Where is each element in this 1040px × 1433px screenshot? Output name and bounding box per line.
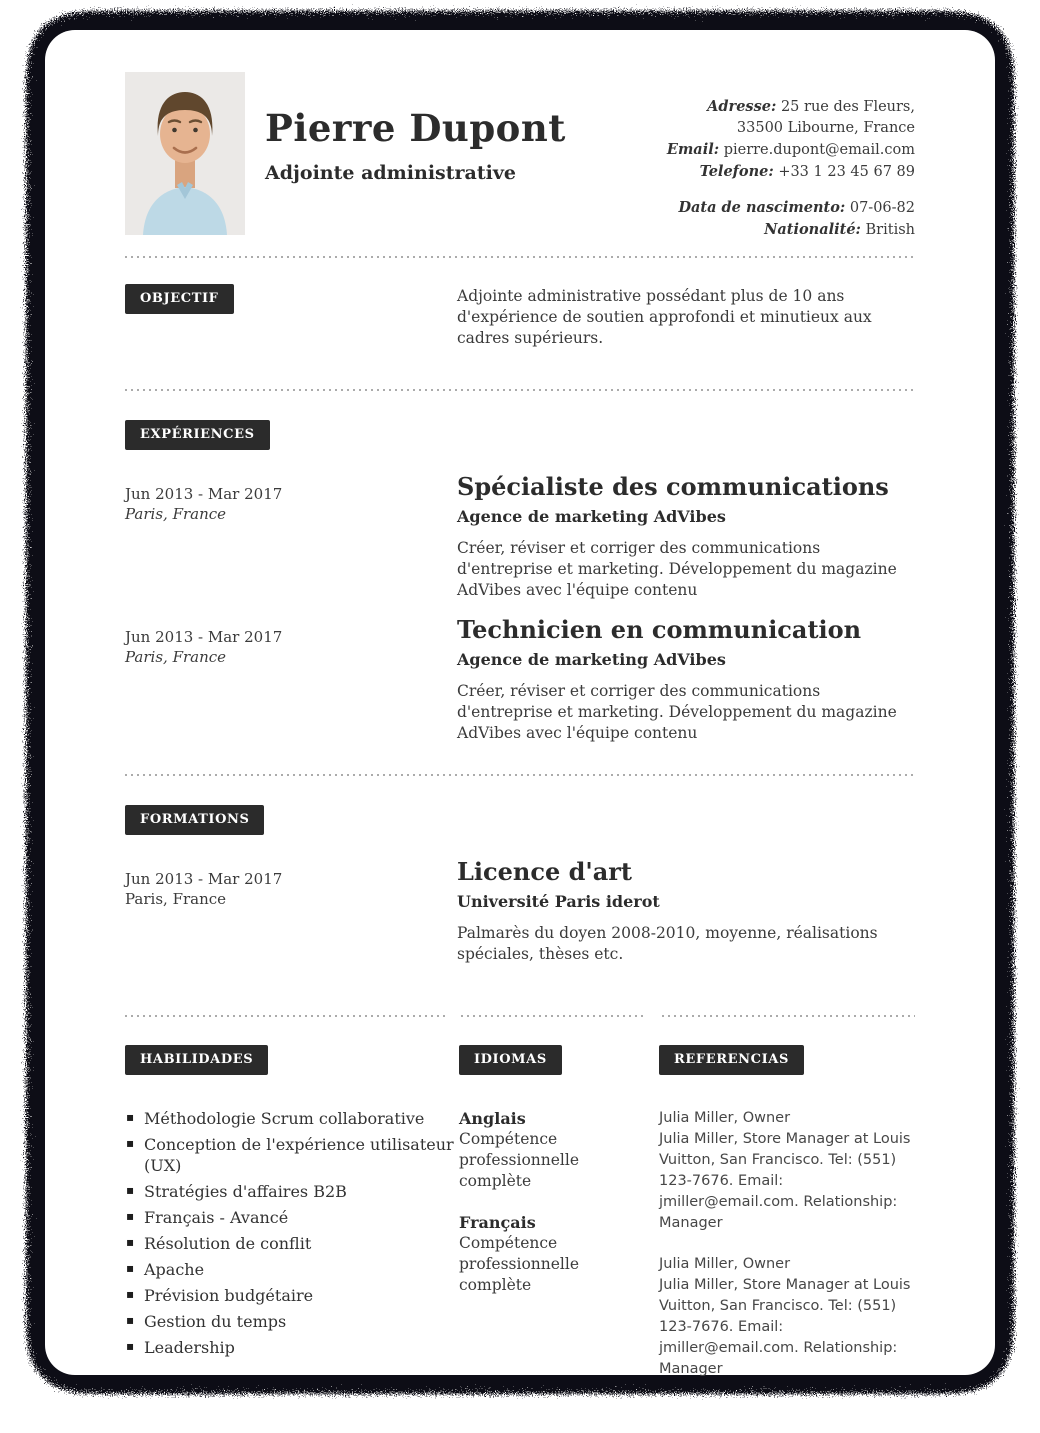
divider-segment xyxy=(662,1015,915,1017)
language-name: Anglais xyxy=(459,1109,526,1128)
skill-item: ▪ Méthodologie Scrum collaborative xyxy=(125,1108,459,1129)
contact-phone: Telefone: +33 1 23 45 67 89 xyxy=(699,163,915,180)
languages-heading: IDIOMAS xyxy=(459,1045,562,1075)
contact-block xyxy=(667,72,915,241)
section-languages xyxy=(459,1045,659,1400)
language-entry xyxy=(459,1108,659,1192)
reference-entry xyxy=(659,1254,913,1380)
contact-spacer xyxy=(667,183,915,197)
skills-list xyxy=(125,1108,459,1358)
title-block xyxy=(245,72,566,184)
references-heading: REFERENCIAS xyxy=(659,1045,804,1075)
education-entry-body xyxy=(457,857,915,965)
experience-period: Jun 2013 - Mar 2017 xyxy=(125,628,283,646)
experience-entry-body xyxy=(457,472,915,601)
skill-item: ▪ Leadership xyxy=(125,1337,459,1358)
section-education xyxy=(125,805,915,965)
section-divider xyxy=(125,256,915,258)
contact-birth-date: Data de nascimento: 07-06-82 xyxy=(678,199,915,216)
candidate-name: Pierre Dupont xyxy=(265,106,566,150)
references-list xyxy=(659,1108,915,1380)
experience-location: Paris, France xyxy=(125,505,227,523)
section-experience xyxy=(125,420,915,744)
reference-entry xyxy=(659,1108,913,1234)
experience-heading: EXPÉRIENCES xyxy=(125,420,270,450)
education-entry-meta xyxy=(125,857,457,965)
language-name: Français xyxy=(459,1213,536,1232)
profile-photo xyxy=(125,72,245,235)
experience-entry xyxy=(125,615,915,744)
experience-entry-body xyxy=(457,615,915,744)
skill-item: ▪ Apache xyxy=(125,1259,459,1280)
experience-title: Technicien en communication xyxy=(457,615,862,644)
contact-address-line1: Adresse: 25 rue des Fleurs, xyxy=(707,98,915,115)
contact-nationality: Nationalité: British xyxy=(764,221,915,238)
experience-organization: Agence de marketing AdVibes xyxy=(457,650,726,669)
contact-address-line2: 33500 Libourne, France xyxy=(736,120,915,136)
experience-title: Spécialiste des communications xyxy=(457,472,889,501)
skill-item: ▪ Résolution de conflit xyxy=(125,1233,459,1254)
education-period: Jun 2013 - Mar 2017 xyxy=(125,870,283,888)
education-organization: Université Paris iderot xyxy=(457,892,660,911)
skill-item: ▪ Stratégies d'affaires B2B xyxy=(125,1181,459,1202)
objective-heading-cell xyxy=(125,284,457,349)
language-level: Compétence professionnelle complète xyxy=(459,1130,579,1190)
experience-organization: Agence de marketing AdVibes xyxy=(457,507,726,526)
divider-segment xyxy=(125,1015,447,1017)
section-objective xyxy=(125,284,915,349)
bottom-columns xyxy=(125,1045,915,1400)
experience-entry-meta xyxy=(125,615,457,744)
skills-heading: HABILIDADES xyxy=(125,1045,268,1075)
skill-item: ▪ Conception de l'expérience utilisateur (UX) xyxy=(125,1134,459,1176)
language-entry xyxy=(459,1212,659,1296)
section-references xyxy=(659,1045,915,1400)
reference-details: Julia Miller, Store Manager at Louis Vuitton, San Francisco. Tel: (551) 123-7676. Email: jmiller@email.com. Relationship: Manager xyxy=(659,1131,911,1231)
education-title: Licence d'art xyxy=(457,857,632,886)
section-divider xyxy=(125,774,915,776)
experience-description: Créer, réviser et corriger des communications d'entreprise et marketing. Développement du magazine AdVibes avec l'équipe contenu xyxy=(457,682,897,742)
skill-item: ▪ Gestion du temps xyxy=(125,1311,459,1332)
divider-segment xyxy=(461,1015,647,1017)
experience-period: Jun 2013 - Mar 2017 xyxy=(125,485,283,503)
experience-entry-meta xyxy=(125,472,457,601)
objective-heading: OBJECTIF xyxy=(125,284,234,314)
education-location: Paris, France xyxy=(125,890,227,908)
skill-item: ▪ Français - Avancé xyxy=(125,1207,459,1228)
experience-entry xyxy=(125,472,915,601)
reference-details: Julia Miller, Store Manager at Louis Vuitton, San Francisco. Tel: (551) 123-7676. Email: jmiller@email.com. Relationship: Manager xyxy=(659,1277,911,1377)
profile-photo-illustration xyxy=(125,72,245,235)
experience-description: Créer, réviser et corriger des communications d'entreprise et marketing. Développement du magazine AdVibes avec l'équipe contenu xyxy=(457,539,897,599)
resume-header xyxy=(125,72,915,241)
languages-list xyxy=(459,1108,659,1296)
resume-card xyxy=(45,30,995,1375)
skill-item: ▪ Prévision budgétaire xyxy=(125,1285,459,1306)
language-level: Compétence professionnelle complète xyxy=(459,1234,579,1294)
reference-intro: Julia Miller, Owner xyxy=(659,1256,791,1272)
section-skills xyxy=(125,1045,459,1400)
education-heading: FORMATIONS xyxy=(125,805,264,835)
objective-text: Adjointe administrative possédant plus de 10 ans d'expérience de soutien approfondi et minutieux aux cadres supérieurs. xyxy=(457,287,872,347)
candidate-job-title: Adjointe administrative xyxy=(265,161,516,184)
contact-email: Email: pierre.dupont@email.com xyxy=(666,141,915,158)
reference-intro: Julia Miller, Owner xyxy=(659,1110,791,1126)
bottom-divider xyxy=(125,1015,915,1017)
education-description: Palmarès du doyen 2008-2010, moyenne, réalisations spéciales, thèses etc. xyxy=(457,924,878,963)
section-divider xyxy=(125,389,915,391)
experience-location: Paris, France xyxy=(125,648,227,666)
education-entry xyxy=(125,857,915,965)
